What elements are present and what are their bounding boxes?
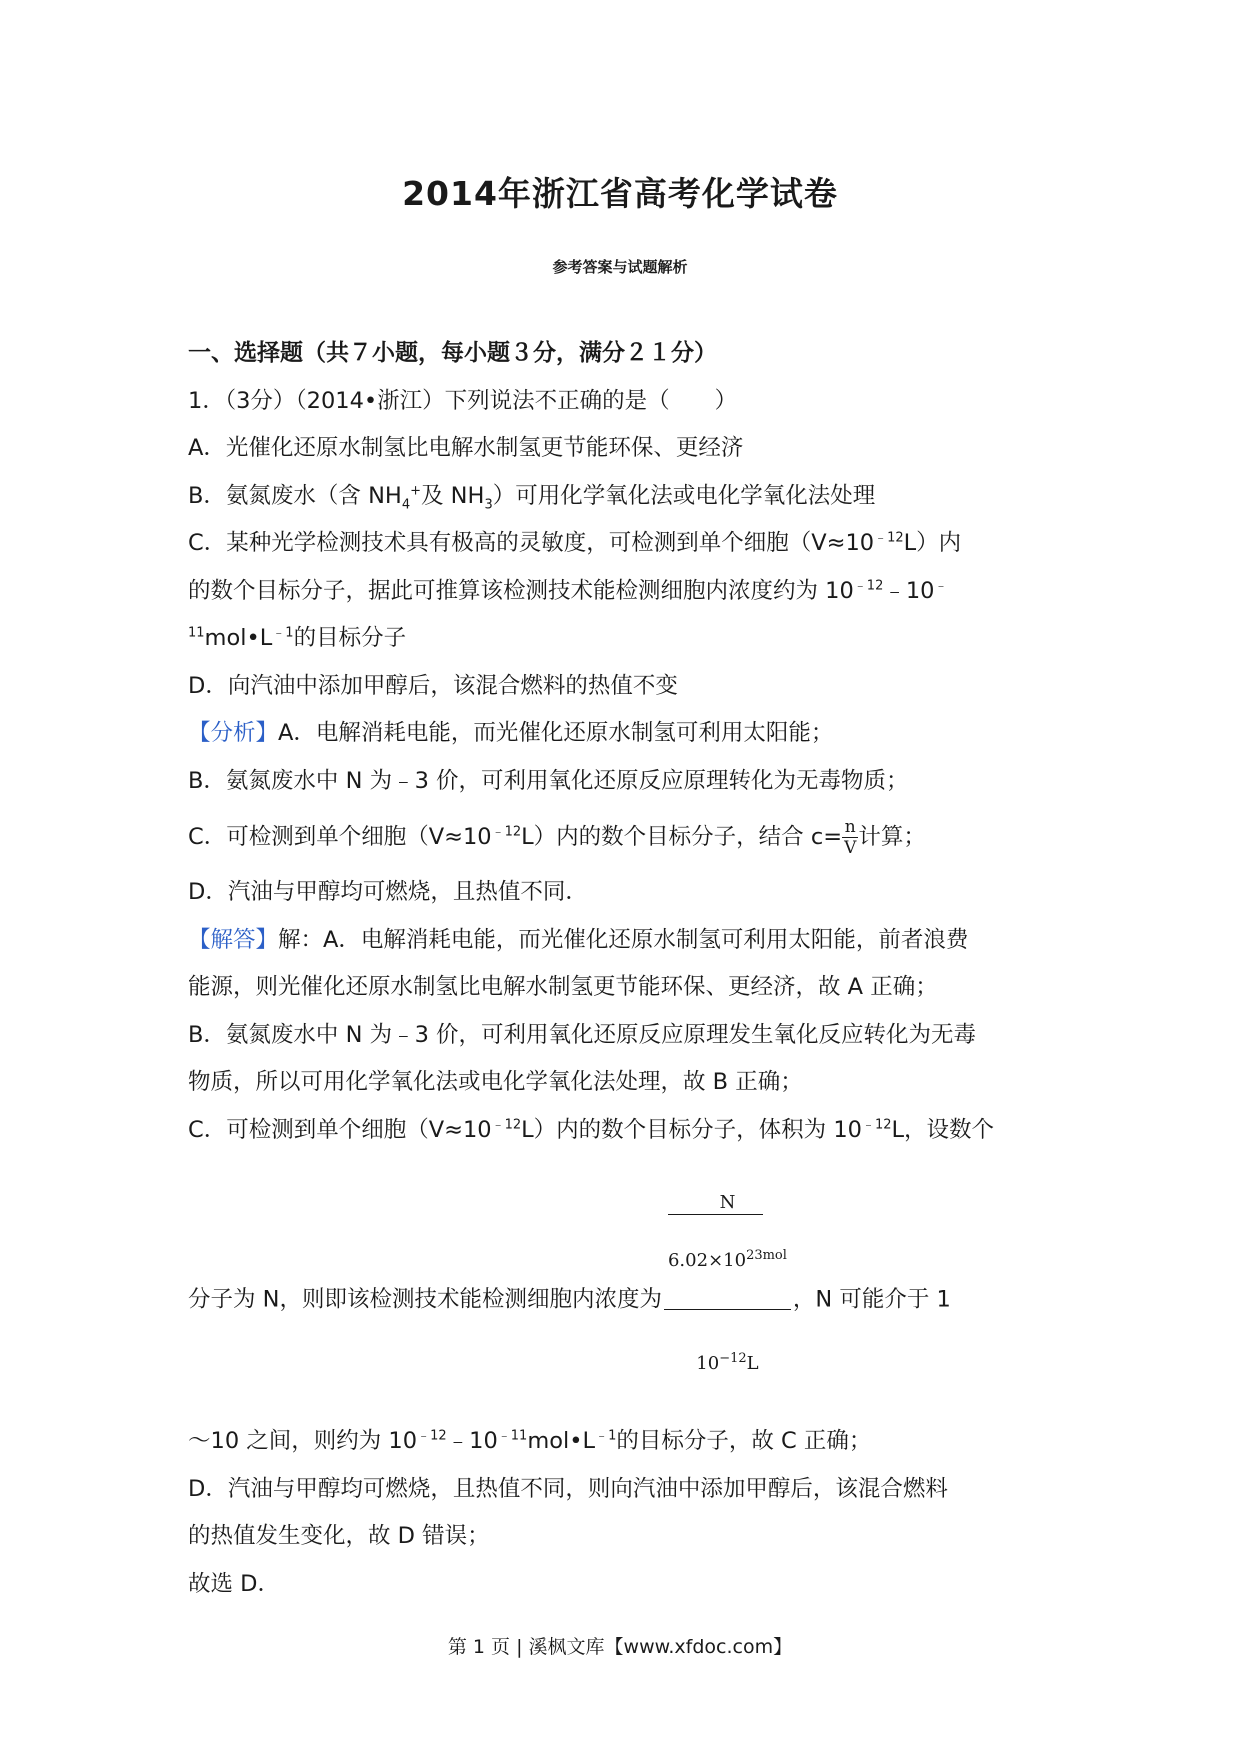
option-c-sup-3: ﹣ bbox=[934, 578, 948, 593]
section-heading: 一、选择题（共７小题，每小题３分，满分２１分） bbox=[188, 340, 717, 366]
analysis-c-text-3: 计算； bbox=[858, 824, 926, 850]
n-over-v-fraction bbox=[842, 817, 858, 858]
answer-l5-text-3: L，设数个 bbox=[891, 1116, 995, 1143]
analysis-b: B．氨氮废水中 N 为﹣3 价，可利用氧化还原反应原理转化为无毒物质； bbox=[188, 767, 909, 794]
page-footer: 第 1 页 | 溪枫文库【www.xfdoc.com】 bbox=[447, 1636, 793, 1658]
answer-l7-text-3: mol•L bbox=[527, 1428, 596, 1454]
concentration-numerator bbox=[664, 1192, 791, 1310]
volume-exponent: −12 bbox=[719, 1351, 747, 1366]
option-a: A．光催化还原水制氢比电解水制氢更节能环保、更经济 bbox=[188, 435, 744, 461]
mol-unit: mol bbox=[762, 1248, 787, 1263]
answer-l7-text-1: ～10 之间，则约为 10 bbox=[188, 1428, 418, 1454]
answer-l5-text-2: L）内的数个目标分子，体积为 10 bbox=[521, 1116, 862, 1143]
option-c-text-3: mol•L bbox=[204, 625, 273, 651]
option-c-text-2-mid: ﹣10 bbox=[883, 577, 935, 604]
option-b-sub-1: 4 bbox=[401, 497, 411, 512]
option-c-line-2 bbox=[188, 568, 1060, 616]
answer-line-2: 能源，则光催化还原水制氢比电解水制氢更节能环保、更经济，故 A 正确； bbox=[188, 974, 938, 1000]
answer-l7-sup-2: ﹣11 bbox=[497, 1428, 528, 1444]
option-c-text-1-end: L）内 bbox=[903, 530, 962, 556]
answer-line-10: 故选 D． bbox=[188, 1570, 280, 1597]
option-c-sup-5: ﹣1 bbox=[272, 625, 294, 641]
concentration-denominator bbox=[664, 1310, 791, 1408]
option-c-sup-4: 11 bbox=[188, 625, 205, 641]
analysis-tag: 【分析】 bbox=[188, 720, 279, 746]
option-c-sup-1: ﹣12 bbox=[874, 530, 904, 546]
option-b-text-1: B．氨氮废水（含 NH bbox=[188, 482, 402, 509]
answer-l5-sup-2: ﹣12 bbox=[861, 1117, 892, 1132]
numerator-n: N bbox=[719, 1192, 736, 1213]
analysis-a bbox=[188, 710, 1060, 758]
page-subtitle: 参考答案与试题解析 bbox=[552, 258, 688, 276]
answer-line-7 bbox=[188, 1418, 1060, 1466]
avogadro-exponent: 23 bbox=[746, 1248, 763, 1263]
avogadro-term bbox=[668, 1214, 763, 1305]
answer-line-3: B．氨氮废水中 N 为﹣3 价，可利用氧化还原反应原理发生氧化反应转化为无毒 bbox=[188, 1021, 977, 1048]
answer-l5-text-1: C．可检测到单个细胞（V≈10 bbox=[188, 1116, 492, 1143]
analysis-a-text: A．电解消耗电能，而光催化还原水制氢可利用太阳能； bbox=[278, 720, 834, 746]
option-b-sup-1: + bbox=[410, 483, 422, 498]
answer-l5-sup-1: ﹣12 bbox=[491, 1117, 522, 1132]
option-c-line-1 bbox=[188, 520, 1060, 568]
option-c-text-1: C．某种光学检测技术具有极高的灵敏度，可检测到单个细胞（V≈10 bbox=[188, 530, 875, 556]
answer-tag: 【解答】 bbox=[188, 926, 279, 953]
answer-l7-sup-1: ﹣12 bbox=[417, 1428, 447, 1444]
analysis-c bbox=[188, 805, 1060, 869]
option-c-text-2: 的数个目标分子，据此可推算该检测技术能检测细胞内浓度约为 10 bbox=[188, 577, 854, 604]
option-c-text-3-end: 的目标分子 bbox=[293, 625, 407, 651]
answer-line-5 bbox=[188, 1107, 1060, 1155]
answer-line-4: 物质，所以可用化学氧化法或电化学氧化法处理，故 B 正确； bbox=[188, 1069, 803, 1095]
answer-l6-text-2: ，N 可能介于 1 bbox=[792, 1286, 951, 1313]
option-b bbox=[188, 473, 1060, 521]
answer-l7-text-4: 的目标分子，故 C 正确； bbox=[616, 1428, 872, 1454]
answer-l7-sup-3: ﹣1 bbox=[595, 1428, 617, 1444]
option-b-sub-2: 3 bbox=[484, 497, 493, 512]
option-b-text-2: 及 NH bbox=[421, 482, 485, 509]
analysis-c-sup: ﹣12 bbox=[491, 824, 522, 840]
answer-l1-text: 解：A．电解消耗电能，而光催化还原水制氢可利用太阳能，前者浪费 bbox=[278, 926, 969, 953]
option-d: D．向汽油中添加甲醇后，该混合燃料的热值不变 bbox=[188, 672, 678, 699]
analysis-c-text-2: L）内的数个目标分子，结合 c= bbox=[521, 824, 843, 850]
answer-l6-text-1: 分子为 N，则即该检测技术能检测细胞内浓度为 bbox=[188, 1286, 662, 1313]
main-content bbox=[188, 330, 1060, 1608]
answer-line-6 bbox=[188, 1192, 1060, 1408]
volume-unit: L bbox=[746, 1353, 759, 1374]
concentration-fraction bbox=[664, 1192, 791, 1408]
fraction-numerator: n bbox=[842, 817, 858, 838]
answer-l7-text-2: ﹣10 bbox=[446, 1428, 498, 1454]
analysis-d: D．汽油与甲醇均可燃烧，且热值不同． bbox=[188, 879, 588, 905]
answer-line-1 bbox=[188, 917, 1060, 965]
option-c-line-3 bbox=[188, 615, 1060, 663]
answer-line-8: D．汽油与甲醇均可燃烧，且热值不同，则向汽油中添加甲醇后，该混合燃料 bbox=[188, 1475, 948, 1502]
option-c-sup-2: ﹣12 bbox=[853, 578, 884, 593]
question-stem: 1．（3分）（2014•浙江）下列说法不正确的是（ ） bbox=[188, 387, 738, 414]
page-title: 2014年浙江省高考化学试卷 bbox=[402, 174, 838, 213]
fraction-denominator: V bbox=[844, 838, 857, 858]
avogadro-value: 6.02×10 bbox=[667, 1250, 747, 1271]
answer-line-9: 的热值发生变化，故 D 错误； bbox=[188, 1523, 490, 1549]
volume-base: 10 bbox=[696, 1353, 720, 1374]
option-b-text-3: ）可用化学氧化法或电化学氧化法处理 bbox=[492, 482, 876, 509]
analysis-c-text-1: C．可检测到单个细胞（V≈10 bbox=[188, 824, 492, 850]
